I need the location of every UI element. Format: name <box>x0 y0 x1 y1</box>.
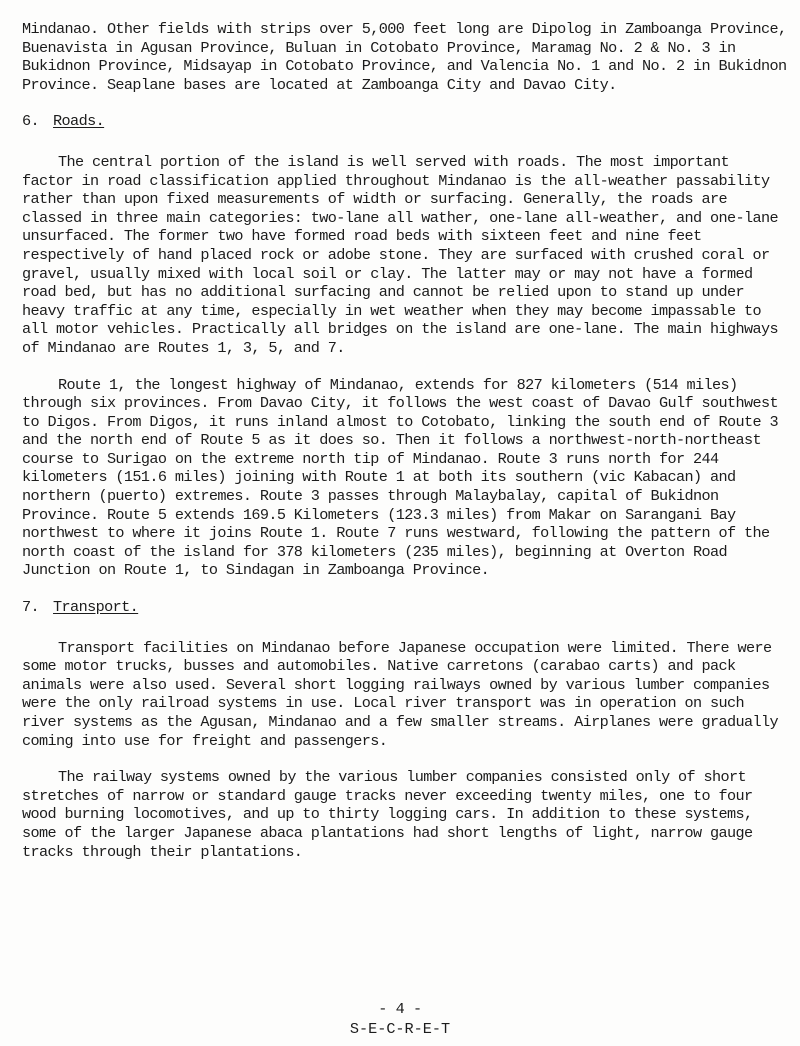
section-title: Transport. <box>53 598 139 617</box>
page-number: - 4 - <box>378 1000 422 1018</box>
paragraph-road-routes: Route 1, the longest highway of Mindanao, extends for 827 kilometers (514 miles) through six provinces. From Davao City, it follows the west coast of Davao Gulf southwest to Digos. From Digos, it runs inland almost to Cotobato, linking the south end of Route 3 and the north end of Route 5 as it does so. Then it follows a northwest-north-northeast course to Surigao on the extreme north tip of Mindanao. Route 3 runs north for 244 kilometers (151.6 miles) joining with Route 1 at both its southern (vic Kabacan) and northern (puerto) extremes. Route 3 passes through Malaybalay, capital of Bukidnon Province. Route 5 extends 169.5 Kilometers (123.3 miles) from Makar on Sarangani Bay northwest to where it joins Route 1. Route 7 runs westward, following the pattern of the north coast of the island for 378 kilometers (235 miles), beginning at Overton Road Junction on Route 1, to Sindagan in Zamboanga Province. <box>22 375 778 580</box>
section-title: Roads. <box>53 112 105 131</box>
paragraph-road-classification: The central portion of the island is well served with roads. The most important factor in road classification applied throughout Mindanao is the all-weather passability rather than upon fixed measurements of width or surfacing. Generally, the roads are classed in three main categories: two-lane all wather, one-lane all-weather, and one-lane unsurfaced. The former two have formed road beds with sixteen feet and nine feet respectively of hand placed rock or adobe stone. They are surfaced with crushed coral or gravel, usually mixed with local soil or clay. The latter may or may not have a formed road bed, but has no additional surfacing and cannot be relied upon to stand up under heavy traffic at any time, especially in wet weather when they may become impassable to all motor vehicles. Practically all bridges on the island are one-lane. The main highways of Mindanao are Routes 1, 3, 5, and 7. <box>22 152 778 357</box>
page-body <box>22 20 788 861</box>
section-number: 7. <box>22 598 40 617</box>
paragraph-airfields-continued: Mindanao. Other fields with strips over 5,000 feet long are Dipolog in Zamboanga Province, Buenavista in Agusan Province, Buluan in Cotobato Province, Maramag No. 2 & No. 3 in Bukidnon Province, Midsayap in Cotobato Province, and Valencia No. 1 and No. 2 in Bukidnon Province. Seaplane bases are located at Zamboanga City and Davao City. <box>22 20 787 94</box>
section-heading-roads <box>22 112 788 131</box>
security-classification: S-E-C-R-E-T <box>349 1020 451 1038</box>
paragraph-transport-facilities: Transport facilities on Mindanao before Japanese occupation were limited. There were some motor trucks, busses and automobiles. Native carretons (carabao carts) and pack animals were also used. Several short logging railways owned by various lumber companies were the only railroad systems in use. Local river transport was in operation on such river systems as the Agusan, Mindanao and a few smaller streams. Airplanes were gradually coming into use for freight and passengers. <box>22 638 778 750</box>
section-number: 6. <box>22 112 40 131</box>
section-heading-transport <box>22 598 788 617</box>
paragraph-railway-systems: The railway systems owned by the various lumber companies consisted only of short stretches of narrow or standard gauge tracks never exceeding twenty miles, one to four wood burning locomotives, and up to thirty logging cars. In addition to these systems, some of the larger Japanese abaca plantations had short lengths of light, narrow gauge tracks through their plantations. <box>22 768 753 861</box>
